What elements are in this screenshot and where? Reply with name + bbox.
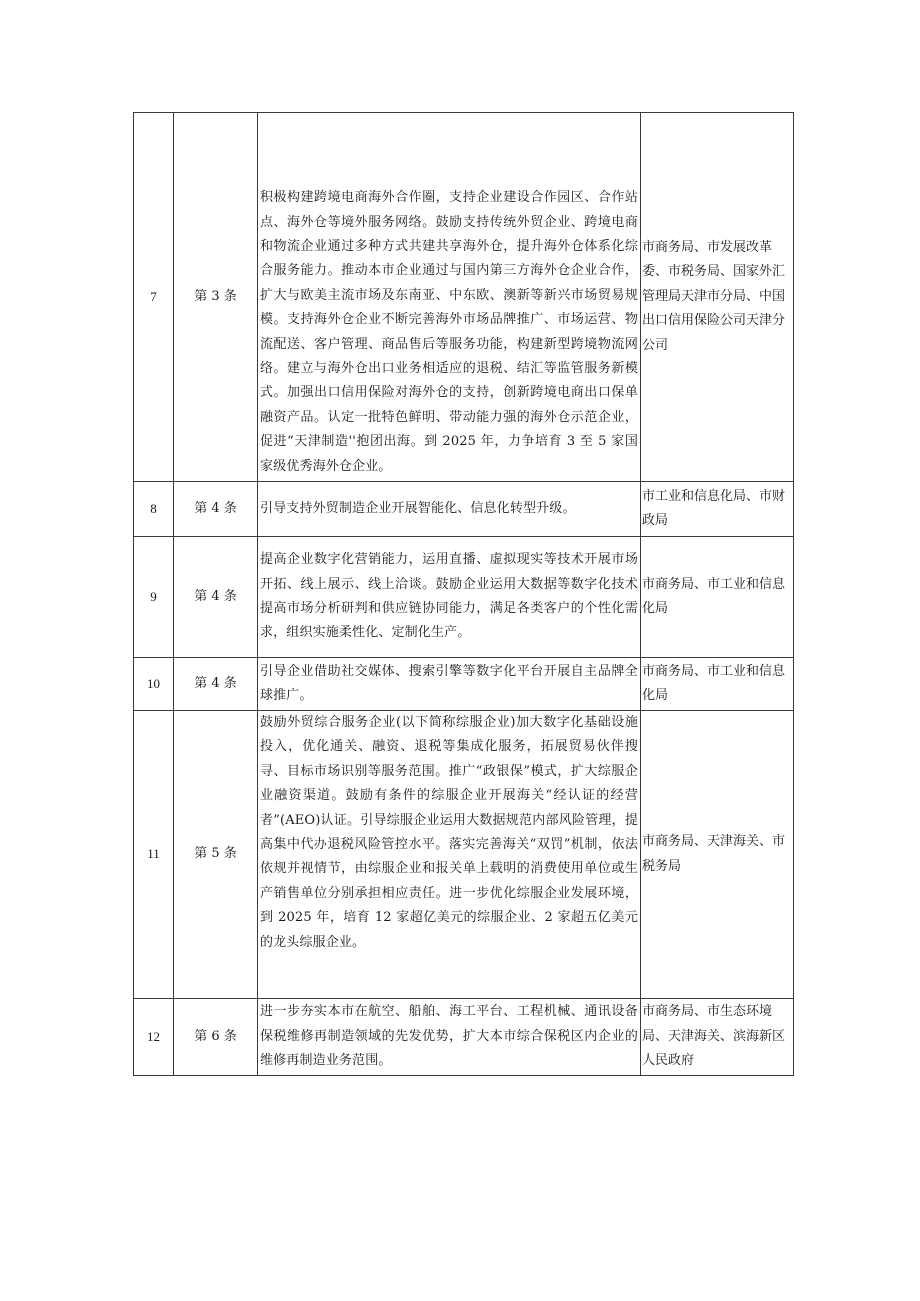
table-row [134, 658, 794, 711]
task-content: 引导企业借助社交媒体、搜索引擎等数字化平台开展自主品牌全球推广。 [258, 658, 641, 711]
responsible-departments: 市商务局、市发展改革委、市税务局、国家外汇管理局天津市分局、中国出口信用保险公司天津分公司 [641, 113, 794, 482]
table-row [134, 999, 794, 1076]
task-content: 提高企业数字化营销能力，运用直播、虚拟现实等技术开展市场开拓、线上展示、线上洽谈。鼓励企业运用大数据等数字化技术提高市场分析研判和供应链协同能力，满足各类客户的个性化需求，组织实施柔性化、定制化生产。 [258, 537, 641, 658]
table-row [134, 113, 794, 482]
task-content: 积极构建跨境电商海外合作圈，支持企业建设合作园区、合作站点、海外仓等境外服务网络。鼓励支持传统外贸企业、跨境电商和物流企业通过多种方式共建共享海外仓，提升海外仓体系化综合服务能力。推动本市企业通过与国内第三方海外仓企业合作，扩大与欧美主流市场及东南亚、中东欧、澳新等新兴市场贸易规模。支持海外仓企业不断完善海外市场品牌推广、市场运营、物流配送、客户管理、商品售后等服务功能，构建新型跨境物流网络。建立与海外仓出口业务相适应的退税、结汇等监管服务新模式。加强出口信用保险对海外仓的支持，创新跨境电商出口保单融资产品。认定一批特色鲜明、带动能力强的海外仓示范企业，促进“天津制造''抱团出海。到 2025 年，力争培育 3 至 5 家国家级优秀海外仓企业。 [258, 113, 641, 482]
responsible-departments: 市商务局、市工业和信息化局 [641, 658, 794, 711]
row-number: 12 [134, 999, 174, 1076]
responsible-departments: 市商务局、市生态环境局、天津海关、滨海新区人民政府 [641, 999, 794, 1076]
row-number: 10 [134, 658, 174, 711]
article-reference: 第 5 条 [174, 711, 258, 999]
responsible-departments: 市商务局、天津海关、市税务局 [641, 711, 794, 999]
row-number: 7 [134, 113, 174, 482]
article-reference: 第 6 条 [174, 999, 258, 1076]
row-number: 9 [134, 537, 174, 658]
row-number: 8 [134, 482, 174, 537]
task-content: 进一步夯实本市在航空、船舶、海工平台、工程机械、通讯设备保税维修再制造领域的先发优势，扩大本市综合保税区内企业的维修再制造业务范围。 [258, 999, 641, 1076]
table-row [134, 482, 794, 537]
table-row [134, 537, 794, 658]
task-content: 鼓励外贸综合服务企业(以下简称综服企业)加大数字化基础设施投入，优化通关、融资、退税等集成化服务，拓展贸易伙伴搜寻、目标市场识别等服务范围。推广“政银保”模式，扩大综服企业融资渠道。鼓励有条件的综服企业开展海关“经认证的经营者”(AEO)认证。引导综服企业运用大数据规范内部风险管理，提高集中代办退税风险管控水平。落实完善海关“双罚”机制，依法依规并视情节，由综服企业和报关单上载明的消费使用单位或生产销售单位分别承担相应责任。进一步优化综服企业发展环境，到 2025 年，培育 12 家超亿美元的综服企业、2 家超五亿美元的龙头综服企业。 [258, 711, 641, 999]
task-content: 引导支持外贸制造企业开展智能化、信息化转型升级。 [258, 482, 641, 537]
table-row [134, 711, 794, 999]
article-reference: 第 3 条 [174, 113, 258, 482]
row-number: 11 [134, 711, 174, 999]
article-reference: 第 4 条 [174, 482, 258, 537]
responsible-departments: 市商务局、市工业和信息化局 [641, 537, 794, 658]
policy-task-table [133, 112, 794, 1076]
article-reference: 第 4 条 [174, 658, 258, 711]
article-reference: 第 4 条 [174, 537, 258, 658]
responsible-departments: 市工业和信息化局、市财政局 [641, 482, 794, 537]
